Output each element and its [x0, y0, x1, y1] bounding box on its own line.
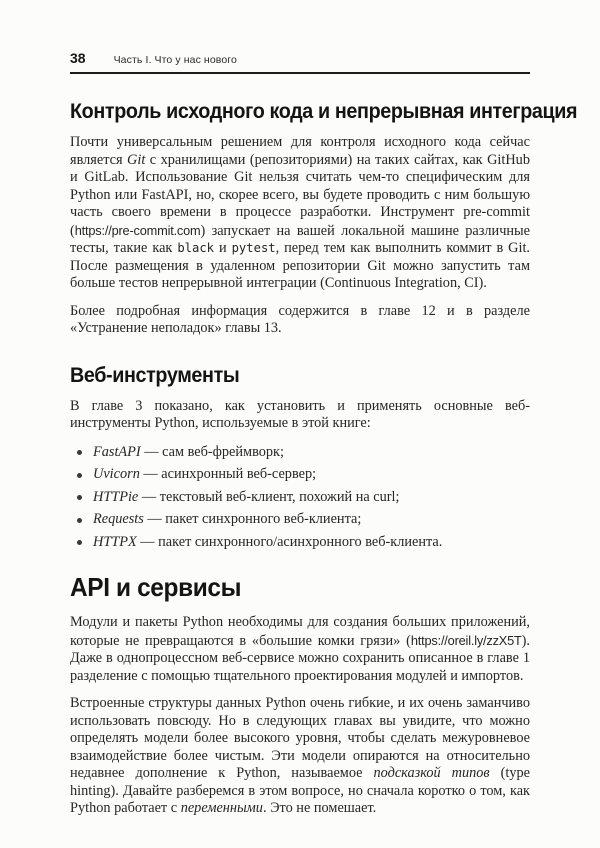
text-run: Почти универсальным решением для контроля исходного кода сейчас является: [70, 134, 530, 168]
text-run: HTTPX: [93, 533, 137, 550]
text-run: Модули и пакеты Python необходимы для создания больших приложений, которые не превращаются в «большие комки грязи» (: [70, 614, 530, 649]
text-run: Uvicorn: [93, 466, 140, 482]
text-run: — сам веб-фреймворк;: [140, 443, 284, 460]
text-run: — пакет синхронного веб-клиента;: [143, 511, 362, 527]
running-header: [70, 50, 530, 74]
text-run: и: [214, 240, 232, 256]
text-run: — пакет синхронного/асинхронного веб-клиента.: [136, 533, 443, 550]
text-run: — текстовый веб-клиент, похожий на curl;: [138, 488, 400, 505]
text-run: ) запускает на вашей локальной машине различные тесты, такие как: [70, 222, 530, 256]
list-item: [70, 534, 530, 552]
paragraph: [70, 134, 530, 293]
paragraph: [70, 614, 530, 685]
text-run: Git: [127, 151, 146, 168]
text-run: FastAPI: [93, 443, 141, 460]
text-run: Более подробная информация содержится в главе 12 и в разделе «Устранение неполадок» главы 13.: [70, 302, 530, 336]
text-run: , перед тем как выполнить коммит в Git. После размещения в удаленном репозитории Git можно запустить там больше тестов непрерывной интеграции (Continuous Integration, CI).: [70, 240, 530, 291]
list-item: [70, 466, 530, 484]
text-run: подсказкой типов: [373, 765, 490, 781]
paragraph: [70, 303, 530, 338]
page-number: 38: [70, 50, 86, 66]
section-body: [70, 134, 530, 338]
paragraph: [70, 398, 530, 433]
section-source-control: [70, 100, 578, 338]
text-run: — асинхронный веб-сервер;: [139, 466, 317, 482]
list-item: [70, 511, 530, 529]
section-heading-api-services: API и сервисы: [70, 572, 242, 602]
inline-url-text: https://oreil.ly/zzX5T: [410, 632, 522, 648]
text-run: HTTPie: [93, 488, 139, 505]
inline-code-text: pytest: [231, 241, 276, 255]
text-run: Requests: [93, 511, 144, 527]
text-run: переменными: [180, 800, 263, 816]
web-tools-list: [70, 444, 530, 552]
text-run: ). Даже в однопроцессном веб-сервисе можно сохранить описанное в главе 1 разделение с помощью тщательного проектирования модулей и импортов.: [70, 632, 530, 684]
text-run: с хранилищами (репозиториями) на таких сайтах, как GitHub и GitLab. Использование Git нельзя считать чем-то специфическим для Python или FastAPI, но, скорее всего, вы будете проводить с ним большую часть своего времени в процессе разработки. Инструмент pre-commit (: [70, 151, 530, 239]
list-item: [70, 489, 530, 507]
paragraph: [70, 695, 530, 818]
text-run: . Это не помешает.: [262, 800, 377, 816]
text-run: В главе 3 показано, как установить и применять основные веб-инструменты Python, используемые в этой книге:: [70, 397, 530, 431]
list-item: [70, 444, 530, 462]
running-head-title: Часть I. Что у нас нового: [113, 54, 237, 66]
section-web-tools: [70, 365, 530, 552]
text-run: Встроенные структуры данных Python очень гибкие, и их очень заманчиво использовать повсюду. Но в следующих главах вы увидите, что можно определять модели более высокого уровня, чтобы сделать межуровневое взаимодействие более чистым. Эти модели опираются на относительно недавнее дополнение к Python, называемое: [70, 695, 530, 781]
section-api-services: [70, 574, 530, 818]
section-heading-web-tools: Веб-инструменты: [70, 363, 240, 387]
section-body: [70, 398, 530, 433]
inline-url-text: https://pre-commit.com: [74, 222, 201, 238]
inline-code-text: black: [177, 241, 215, 255]
section-heading-source-control: Контроль исходного кода и непрерывная интеграция: [70, 100, 578, 123]
text-run: (type hinting). Давайте разберемся в этом вопросе, но сначала коротко о том, как Python работает с: [70, 765, 530, 816]
section-body: [70, 614, 530, 818]
